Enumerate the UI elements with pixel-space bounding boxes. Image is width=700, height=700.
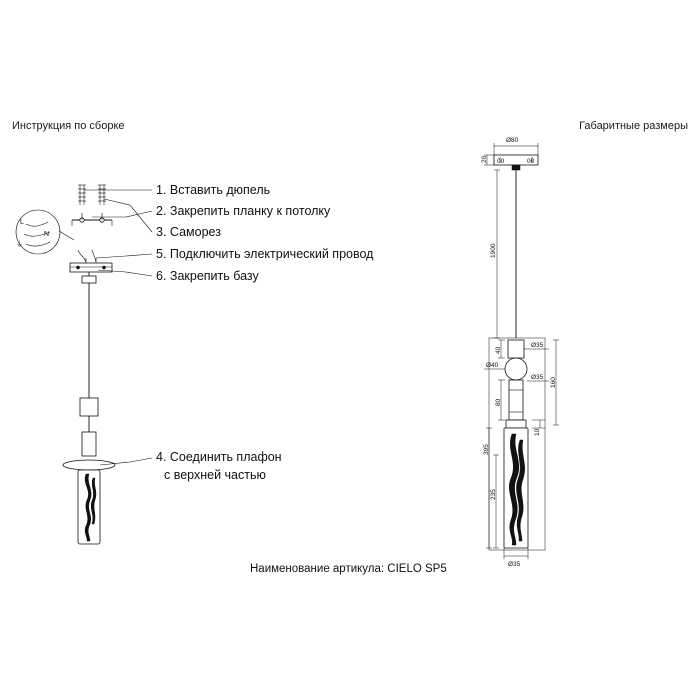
step-3-label: 3. Саморез — [156, 225, 221, 239]
svg-text:80: 80 — [495, 398, 502, 406]
svg-text:Ø35: Ø35 — [531, 342, 544, 349]
fixture-glass-shade — [483, 428, 528, 548]
wiring-detail-bubble — [16, 210, 74, 254]
svg-text:N: N — [44, 231, 50, 238]
suspension-cord — [490, 170, 516, 338]
bottom-diameter-dim — [504, 548, 528, 568]
base-block — [70, 250, 112, 272]
svg-text:00: 00 — [527, 158, 535, 165]
canopy-plate — [481, 137, 538, 170]
svg-text:235: 235 — [490, 489, 497, 500]
connector-block — [82, 272, 96, 398]
svg-text:⏚: ⏚ — [16, 241, 23, 248]
step-4-label-line1: 4. Соединить плафон — [156, 450, 282, 464]
section-title-assembly: Инструкция по сборке — [12, 120, 125, 132]
svg-text:395: 395 — [483, 444, 490, 455]
pendant-glass-shade — [78, 470, 100, 544]
fixture-sphere — [484, 358, 549, 381]
svg-text:Ø40: Ø40 — [486, 362, 499, 369]
svg-text:20: 20 — [481, 155, 488, 163]
svg-text:10: 10 — [534, 428, 541, 436]
svg-text:Ø35: Ø35 — [508, 561, 521, 568]
article-name-label: Наименование артикула: CIELO SP5 — [250, 563, 447, 575]
leader-lines-left — [84, 190, 152, 465]
svg-text:40: 40 — [495, 346, 502, 354]
step-5-label: 5. Подключить электрический провод — [156, 247, 374, 261]
fixture-tube — [495, 340, 559, 425]
svg-text:Ø35: Ø35 — [531, 374, 544, 381]
dowel-screw-group — [78, 185, 106, 205]
svg-text:1900: 1900 — [490, 243, 497, 258]
section-title-dimensions: Габаритные размеры — [579, 120, 688, 132]
svg-text:00: 00 — [497, 158, 505, 165]
svg-text:160: 160 — [550, 377, 557, 388]
pendant-upper-cap — [80, 398, 98, 432]
step-1-label: 1. Вставить дюпель — [156, 183, 271, 197]
assembly-illustration — [16, 185, 152, 544]
svg-text:Ø80: Ø80 — [506, 137, 519, 144]
fixture-top-cap — [495, 340, 549, 358]
step-6-label: 6. Закрепить базу — [156, 269, 259, 283]
svg-text:L: L — [20, 219, 24, 226]
step-2-label: 2. Закрепить планку к потолку — [156, 204, 331, 218]
mounting-bracket — [72, 213, 112, 226]
dimension-illustration — [481, 137, 559, 568]
step-4-label-line2: с верхней частью — [164, 468, 266, 482]
